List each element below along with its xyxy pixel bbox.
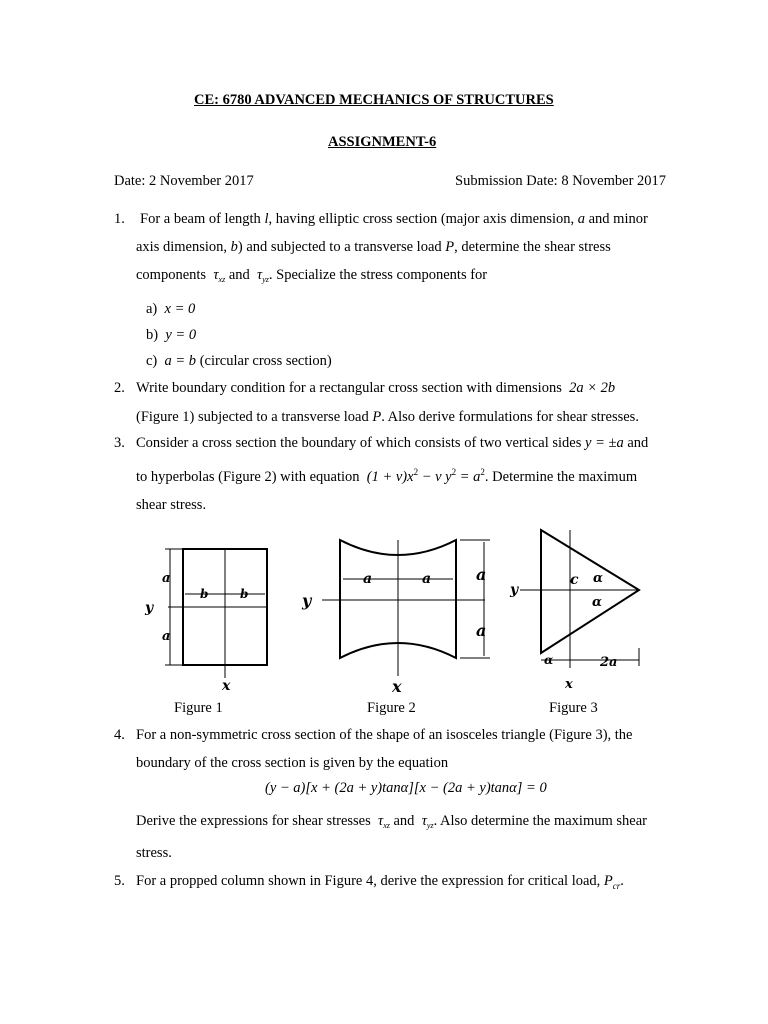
q5-number: 5. (114, 873, 125, 889)
fig1-b-right: b (240, 587, 249, 601)
q4-line2: boundary of the cross section is given by the equation (136, 755, 449, 771)
q1-line3: components $\tau_{xz}$ and $\tau_{yz}$. Specialize the stress components for (136, 267, 488, 284)
course-title: CE: 6780 ADVANCED MECHANICS OF STRUCTURES (194, 92, 554, 108)
fig3-x: x (565, 677, 573, 692)
fig3-a-dim: α (544, 653, 554, 667)
q1-sub-c: c) a = b (circular cross section) (146, 353, 332, 369)
submission-date: Submission Date: 8 November 2017 (455, 173, 667, 189)
assignment-title: ASSIGNMENT-6 (328, 134, 437, 150)
fig2-y: y (302, 591, 312, 610)
fig1-b-left: b (200, 587, 209, 601)
q3-line3: shear stress. (136, 497, 207, 513)
fig2-a-left: a (363, 571, 373, 587)
q4-number: 4. (114, 727, 125, 743)
q5-line1: For a propped column shown in Figure 4, derive the expression for critical load, $P_{cr}$. (136, 873, 624, 891)
q2-number: 2. (114, 380, 125, 396)
fig1-a-bottom: a (162, 629, 171, 644)
q2-line2: (Figure 1) subjected to a transverse load P. Also derive formulations for shear stresses. (136, 409, 639, 425)
figure3-caption: Figure 3 (549, 700, 598, 716)
q1-number: 1. (114, 211, 125, 227)
figure1-rectangle (144, 549, 267, 694)
q4-equation: (y − a)[x + (2a + y)tanα][x − (2a + y)tanα] = 0 (265, 780, 547, 796)
q2-line1: Write boundary condition for a rectangular cross section with dimensions 2a × 2b (136, 380, 616, 396)
q4-line1: For a non-symmetric cross section of the shape of an isosceles triangle (Figure 3), the (136, 727, 633, 743)
fig2-a-right: a (422, 571, 432, 587)
fig3-y: y (510, 582, 519, 598)
issue-date: Date: 2 November 2017 (114, 173, 254, 189)
fig3-2a-dim: 2a (600, 655, 618, 670)
figure1-caption: Figure 1 (174, 700, 223, 716)
q3-number: 3. (114, 435, 125, 451)
fig3-c: c (570, 572, 579, 588)
fig1-a-top: a (162, 571, 171, 586)
fig2-a-upper: a (476, 565, 487, 584)
q4-line3: Derive the expressions for shear stresses $\tau_{xz}$ and $\tau_{yz}$. Also determine the maximum shear (136, 813, 647, 830)
q1-sub-b: b) y = 0 (146, 327, 197, 343)
figures-diagram (140, 528, 660, 698)
fig1-x: x (222, 678, 231, 694)
q1-sub-a: a) x = 0 (146, 301, 196, 317)
fig2-x: x (392, 677, 402, 696)
q1-line1: For a beam of length l, having elliptic cross section (major axis dimension, a and minor (140, 211, 648, 227)
figure2-hyperbolic-section (301, 540, 490, 696)
figure2-caption: Figure 2 (367, 700, 416, 716)
figure3-triangle (509, 530, 639, 692)
fig1-y: y (145, 600, 154, 616)
fig2-a-lower: a (476, 621, 487, 640)
q3-line2: to hyperbolas (Figure 2) with equation $(1 + \nu)x^2 - \nu$ $y^2 = a^2$. Determine the maximum (136, 467, 638, 485)
fig3-alpha-top: α (593, 571, 604, 586)
q3-line1: Consider a cross section the boundary of which consists of two vertical sides y = ±a and (136, 435, 649, 451)
q1-line2: axis dimension, b) and subjected to a transverse load P, determine the shear stress (136, 239, 611, 255)
q4-line4: stress. (136, 845, 172, 861)
fig3-alpha-bottom: α (592, 595, 603, 610)
